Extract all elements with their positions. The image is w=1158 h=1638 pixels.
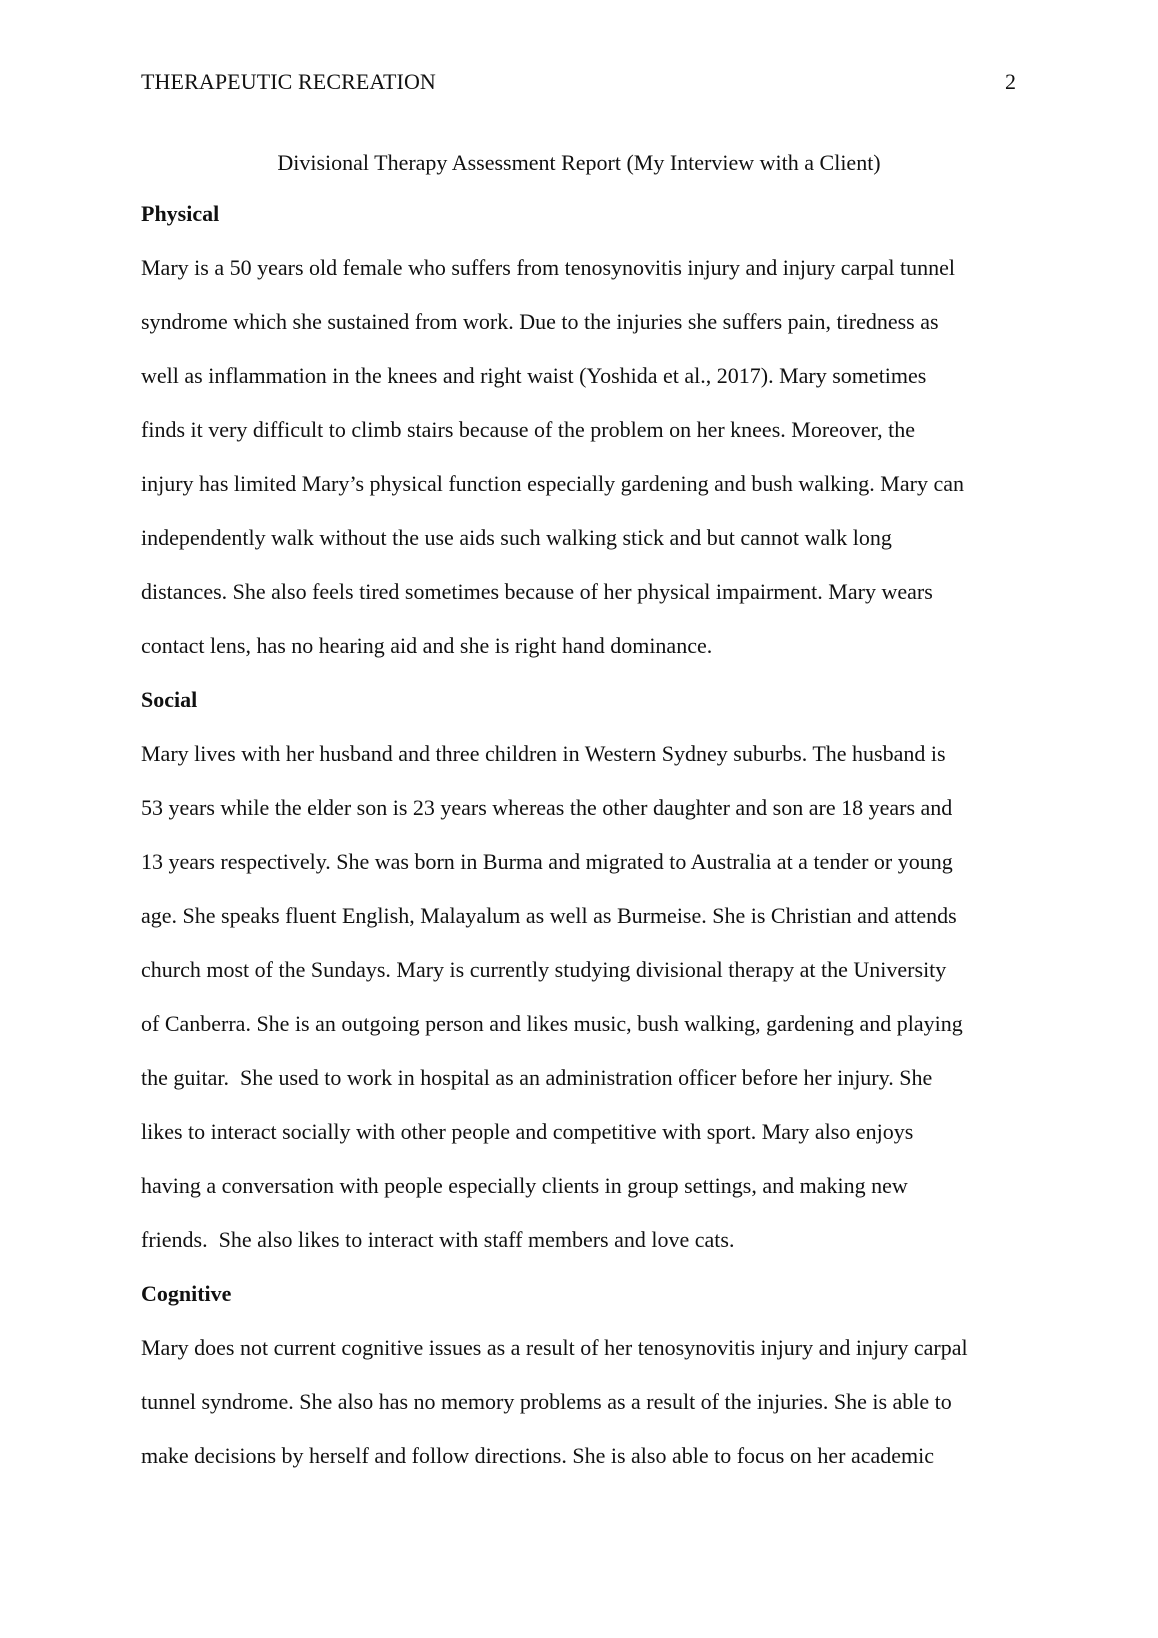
paragraph-line: Mary does not current cognitive issues as a result of her tenosynovitis injury and injury carpal <box>141 1335 968 1360</box>
paragraph-line: syndrome which she sustained from work. Due to the injuries she suffers pain, tiredness as <box>141 309 939 334</box>
paragraph-line: the guitar. She used to work in hospital as an administration officer before her injury. She <box>141 1065 933 1090</box>
section-cognitive-paragraph <box>141 1334 1028 1470</box>
paragraph-line: well as inflammation in the knees and right waist (Yoshida et al., 2017). Mary sometimes <box>141 363 927 388</box>
section-heading-physical: Physical <box>141 201 220 226</box>
paragraph-line: injury has limited Mary’s physical function especially gardening and bush walking. Mary can <box>141 471 964 496</box>
paragraph-line: contact lens, has no hearing aid and she is right hand dominance. <box>141 633 713 658</box>
section-heading-social: Social <box>141 687 198 712</box>
paragraph-line: of Canberra. She is an outgoing person and likes music, bush walking, gardening and playing <box>141 1011 963 1036</box>
paragraph-line: make decisions by herself and follow directions. She is also able to focus on her academic <box>141 1443 934 1468</box>
paragraph-line: distances. She also feels tired sometimes because of her physical impairment. Mary wears <box>141 579 933 604</box>
document-title: Divisional Therapy Assessment Report (My Interview with a Client) <box>277 150 881 175</box>
page-number: 2 <box>1005 69 1016 94</box>
section-social-paragraph <box>141 740 1028 1254</box>
paragraph-line: likes to interact socially with other people and competitive with sport. Mary also enjoys <box>141 1119 914 1144</box>
paragraph-line: 13 years respectively. She was born in Burma and migrated to Australia at a tender or young <box>141 849 953 874</box>
document-body <box>141 200 1028 1496</box>
paragraph-line: independently walk without the use aids such walking stick and but cannot walk long <box>141 525 892 550</box>
paragraph-line: Mary lives with her husband and three children in Western Sydney suburbs. The husband is <box>141 741 946 766</box>
paragraph-line: having a conversation with people especially clients in group settings, and making new <box>141 1173 908 1198</box>
section-physical-paragraph <box>141 254 1028 660</box>
paragraph-line: 53 years while the elder son is 23 years whereas the other daughter and son are 18 years and <box>141 795 953 820</box>
running-head: THERAPEUTIC RECREATION <box>141 69 436 94</box>
paragraph-line: church most of the Sundays. Mary is currently studying divisional therapy at the University <box>141 957 947 982</box>
paragraph-line: finds it very difficult to climb stairs because of the problem on her knees. Moreover, the <box>141 417 915 442</box>
paragraph-line: tunnel syndrome. She also has no memory problems as a result of the injuries. She is able to <box>141 1389 952 1414</box>
paragraph-line: Mary is a 50 years old female who suffers from tenosynovitis injury and injury carpal tunnel <box>141 255 956 280</box>
paragraph-line: friends. She also likes to interact with staff members and love cats. <box>141 1227 735 1252</box>
paragraph-line: age. She speaks fluent English, Malayalum as well as Burmeise. She is Christian and attends <box>141 903 957 928</box>
section-heading-cognitive: Cognitive <box>141 1281 232 1306</box>
